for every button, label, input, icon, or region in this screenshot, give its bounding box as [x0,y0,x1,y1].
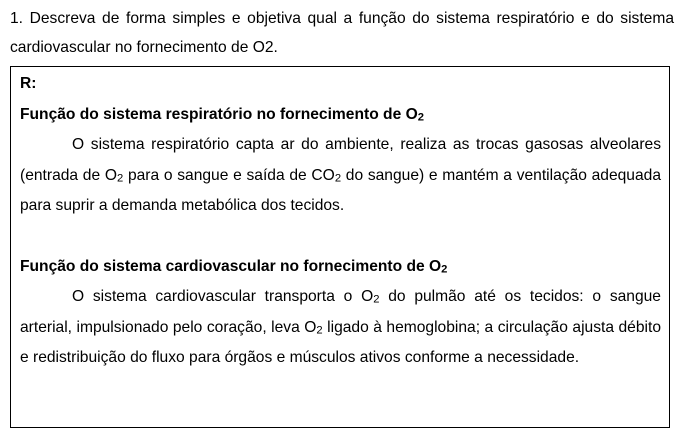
heading-text: Função do sistema cardiovascular no fornecimento de O [20,257,442,275]
section-heading-respiratory [20,100,661,131]
text: O sistema respiratório capta ar do ambiente, realiza as trocas gasosas alveolares (entrada de O [20,136,661,184]
text: do sangue) e mantém a ventilação adequada para suprir a demanda metabólica dos tecidos. [20,166,661,214]
subscript: 2 [417,111,424,124]
heading-text: Função do sistema respiratório no fornecimento de O [20,105,418,123]
subscript: 2 [373,293,380,306]
question-text: 1. Descreva de forma simples e objetiva qual a função do sistema respiratório e do sistema cardiovascular no fornecimento de O2. [10,10,674,56]
subscript: 2 [116,172,124,185]
text: ligado à hemoglobina; a circulação ajusta débito e redistribuição do fluxo para órgãos e músculos ativos conforme a necessidade. [20,318,661,366]
paragraph-cardiovascular [20,282,661,374]
section-heading-cardiovascular [20,252,661,283]
subscript: 2 [334,172,342,185]
text: para o sangue e saída de CO [123,166,335,184]
text: O sistema cardiovascular transporta o O [72,288,374,305]
subscript: 2 [441,263,448,276]
answer-box [10,66,670,428]
answer-label: R: [20,75,37,92]
paragraph-respiratory [20,130,661,222]
text: do pulmão até os tecidos: o sangue arterial, impulsionado pelo coração, leva O [20,288,661,336]
subscript: 2 [316,324,323,337]
spacer [20,222,661,252]
